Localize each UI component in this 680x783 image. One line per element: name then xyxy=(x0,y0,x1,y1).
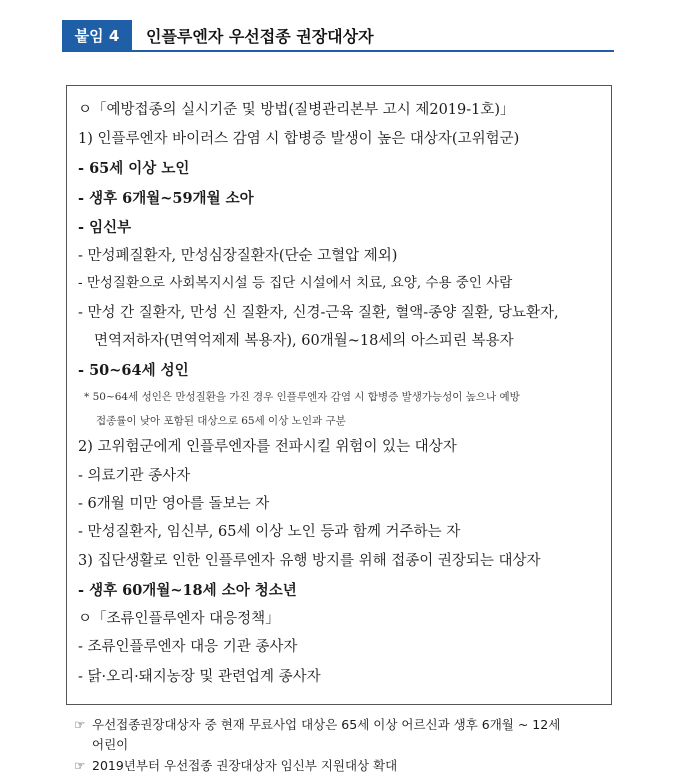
source-line: ㅇ「예방접종의 실시기준 및 방법(질병관리본부 고시 제2019-1호)」 xyxy=(78,102,515,118)
list-item: - 의료기관 종사자 xyxy=(78,468,191,484)
pointing-hand-icon: ☞ xyxy=(74,717,86,732)
list-item: - 만성질환자, 임신부, 65세 이상 노인 등과 함께 거주하는 자 xyxy=(78,524,461,540)
note-line: 접종률이 낮아 포함된 대상으로 65세 이상 노인과 구분 xyxy=(96,415,346,427)
footnote-2: ☞ 2019년부터 우선접종 권장대상자 임신부 지원대상 확대 xyxy=(74,758,398,773)
list-item: - 65세 이상 노인 xyxy=(78,160,190,177)
page-title: 인플루엔자 우선접종 권장대상자 xyxy=(146,26,374,46)
footnote-1: ☞ 우선접종권장대상자 중 현재 무료사업 대상은 65세 이상 어르신과 생후 6개월 ~ 12세 xyxy=(74,717,561,732)
list-item: - 임신부 xyxy=(78,219,132,236)
list-item: - 조류인플루엔자 대응 기관 종사자 xyxy=(78,639,298,655)
pointing-hand-icon: ☞ xyxy=(74,758,86,773)
list-item: - 생후 6개월~59개월 소아 xyxy=(78,190,254,207)
list-item: - 6개월 미만 영아를 돌보는 자 xyxy=(78,496,270,512)
list-item: - 만성질환으로 사회복지시설 등 집단 시설에서 치료, 요양, 수용 중인 사람 xyxy=(78,275,513,291)
list-item-continuation: 면역저하자(면역억제제 복용자), 60개월~18세의 아스피린 복용자 xyxy=(94,333,514,349)
section-3-heading: 3) 집단생활로 인한 인플루엔자 유행 방지를 위해 접종이 권장되는 대상자 xyxy=(78,553,541,569)
attachment-badge: 붙임 4 xyxy=(62,20,132,50)
list-item: - 닭·오리·돼지농장 및 관련업계 종사자 xyxy=(78,669,321,685)
list-item: - 생후 60개월~18세 소아 청소년 xyxy=(78,582,297,599)
list-item: - 만성폐질환자, 만성심장질환자(단순 고혈압 제외) xyxy=(78,248,398,264)
list-item: - 50~64세 성인 xyxy=(78,362,189,379)
attachment-header xyxy=(62,20,614,52)
section-2-heading: 2) 고위험군에게 인플루엔자를 전파시킬 위험이 있는 대상자 xyxy=(78,439,457,455)
note-line: * 50~64세 성인은 만성질환을 가진 경우 인플루엔자 감염 시 합병증 발생가능성이 높으나 예방 xyxy=(84,391,520,403)
list-item: - 만성 간 질환자, 만성 신 질환자, 신경-근육 질환, 혈액-종양 질환, 당뇨환자, xyxy=(78,305,559,321)
avian-policy-line: ㅇ「조류인플루엔자 대응정책」 xyxy=(78,611,280,627)
section-1-heading: 1) 인플루엔자 바이러스 감염 시 합병증 발생이 높은 대상자(고위험군) xyxy=(78,131,520,147)
footnote-1-continuation: 어린이 xyxy=(92,737,129,752)
